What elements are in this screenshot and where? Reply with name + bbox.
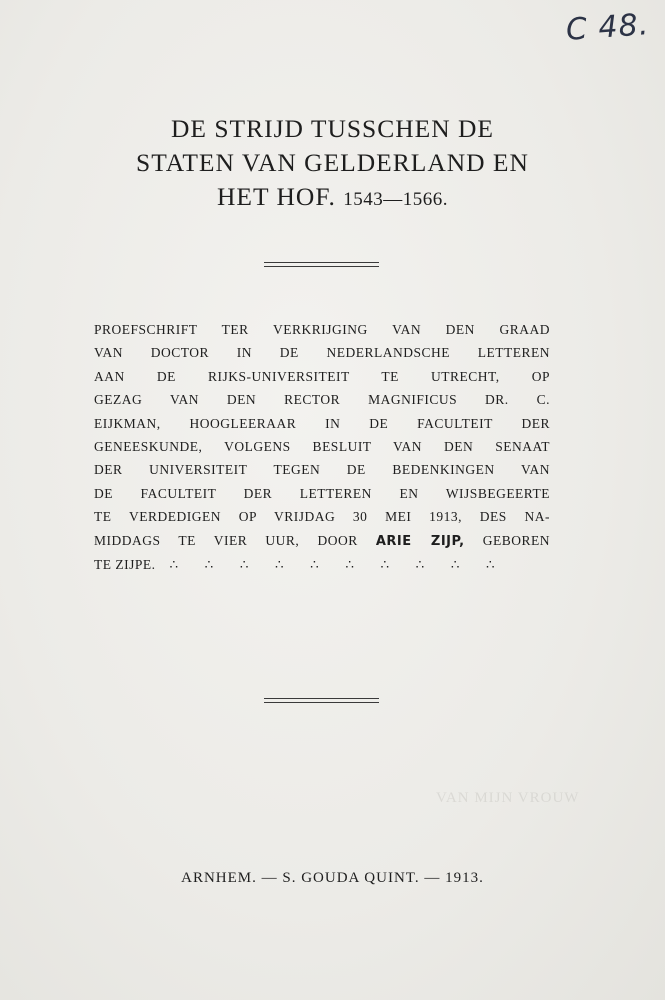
dissertation-statement	[94, 318, 550, 576]
handwritten-shelfmark: C 48.	[564, 7, 651, 48]
title-line-2: STATEN VAN GELDERLAND EN	[136, 148, 529, 177]
ornament-dots: ∴ ∴ ∴ ∴ ∴ ∴ ∴ ∴ ∴ ∴	[169, 557, 507, 573]
title-years: 1543—1566.	[343, 189, 448, 210]
statement-line-author	[94, 529, 550, 553]
statement-line: PROEFSCHRIFT TER VERKRIJGING VAN DEN GRAAD	[94, 322, 550, 337]
statement-text: GEBOREN	[482, 532, 550, 548]
statement-line: GEZAG VAN DEN RECTOR MAGNIFICUS DR. C.	[94, 392, 550, 408]
author-name: ARIE ZIJP,	[375, 533, 465, 549]
statement-line-birthplace	[94, 553, 550, 576]
book-title	[60, 112, 605, 217]
birthplace: TE ZIJPE.	[94, 557, 156, 573]
bleed-through-text: VAN MIJN VROUW	[436, 790, 580, 806]
statement-line: EIJKMAN, HOOGLEERAAR IN DE FACULTEIT DER	[94, 415, 550, 431]
statement-line: VAN DOCTOR IN DE NEDERLANDSCHE LETTEREN	[94, 345, 550, 361]
statement-line: DER UNIVERSITEIT TEGEN DE BEDENKINGEN VAN	[94, 462, 550, 478]
title-line-1: DE STRIJD TUSSCHEN DE	[170, 114, 494, 143]
statement-line: DE FACULTEIT DER LETTEREN EN WIJSBEGEERTE	[94, 485, 550, 501]
statement-line: TE VERDEDIGEN OP VRIJDAG 30 MEI 1913, DES NA-	[94, 509, 550, 525]
publisher-imprint: ARNHEM. — S. GOUDA QUINT. — 1913.	[181, 870, 484, 886]
divider-rule-bottom	[264, 698, 379, 703]
divider-rule-top	[264, 262, 379, 267]
title-line-3: HET HOF.	[217, 182, 336, 211]
statement-text: MIDDAGS TE VIER UUR, DOOR	[94, 532, 358, 548]
statement-line: GENEESKUNDE, VOLGENS BESLUIT VAN DEN SENAAT	[94, 439, 550, 455]
statement-line: AAN DE RIJKS-UNIVERSITEIT TE UTRECHT, OP	[94, 368, 550, 384]
